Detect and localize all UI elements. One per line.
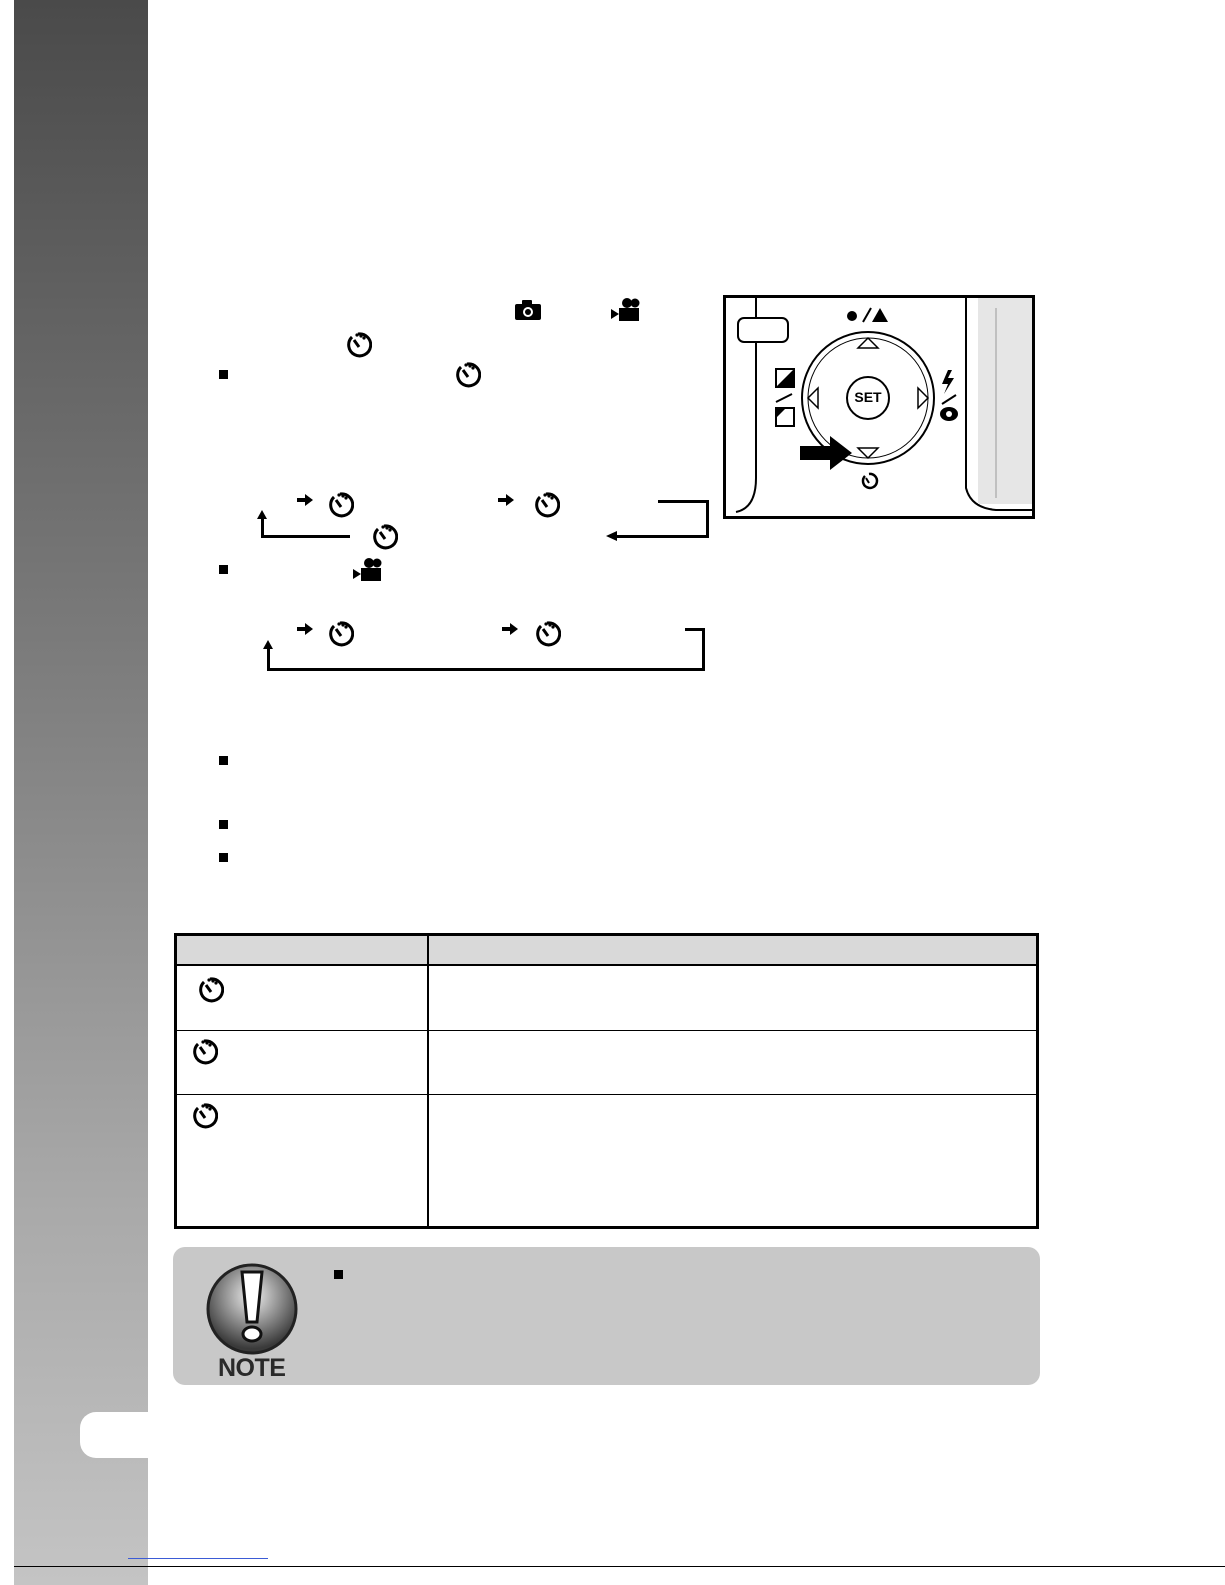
sidebar-band <box>14 0 148 1585</box>
camera-icon <box>514 299 542 321</box>
flow-line <box>615 535 709 538</box>
flow-line <box>685 628 705 631</box>
self-timer-icon <box>370 523 398 551</box>
warning-exclamation-icon <box>205 1262 299 1356</box>
footer-rule <box>14 1566 1225 1567</box>
table-row <box>177 966 1036 1030</box>
set-button-label: SET <box>854 389 882 405</box>
right-arrow-icon <box>297 623 313 635</box>
camera-dial-illustration <box>723 295 1035 519</box>
mode-cell <box>177 1095 427 1226</box>
self-timer-table <box>174 933 1039 1229</box>
self-timer-icon <box>863 474 877 488</box>
right-arrow-icon <box>498 494 514 506</box>
description-cell <box>429 1095 1036 1226</box>
self-timer-icon <box>190 1102 218 1130</box>
bullet <box>219 820 228 829</box>
exposure-icon <box>776 369 794 402</box>
self-timer-icon <box>533 620 561 648</box>
self-timer-icon <box>344 331 372 359</box>
bullet <box>219 370 228 379</box>
flow-line <box>706 500 709 538</box>
camera-back-drawing <box>726 298 1032 516</box>
flow-line <box>267 668 705 671</box>
note-box <box>173 1247 1040 1385</box>
mode-cell <box>177 966 427 1030</box>
page-number-tab <box>80 1412 148 1458</box>
self-timer-icon <box>532 491 560 519</box>
self-timer-icon <box>196 976 224 1004</box>
backlight-icon <box>776 408 794 426</box>
table-row <box>177 1031 1036 1094</box>
flow-line <box>702 628 705 671</box>
bullet <box>219 853 228 862</box>
self-timer-icon <box>326 491 354 519</box>
bullet <box>219 565 228 574</box>
footer-link-line <box>128 1558 268 1559</box>
self-timer-icon <box>453 361 481 389</box>
bullet <box>219 756 228 765</box>
flow-arrowhead <box>263 640 273 649</box>
flow-arrowhead <box>606 531 617 541</box>
mode-cell <box>177 1031 427 1094</box>
description-cell <box>429 966 1036 1030</box>
right-arrow-icon <box>502 623 518 635</box>
macro-landscape-icon <box>847 308 888 322</box>
table-header <box>177 936 1036 966</box>
description-cell <box>429 1031 1036 1094</box>
video-camera-icon <box>352 557 382 583</box>
flow-line <box>261 535 350 538</box>
flow-arrowhead <box>257 510 267 519</box>
red-eye-icon <box>940 407 958 421</box>
self-timer-icon <box>326 620 354 648</box>
note-label: NOTE <box>218 1354 286 1382</box>
right-arrow-icon <box>297 494 313 506</box>
self-timer-icon <box>190 1038 218 1066</box>
flow-line <box>658 500 708 503</box>
flash-icon <box>942 370 956 404</box>
table-row <box>177 1095 1036 1226</box>
video-camera-icon <box>610 297 640 323</box>
bullet <box>334 1270 343 1279</box>
